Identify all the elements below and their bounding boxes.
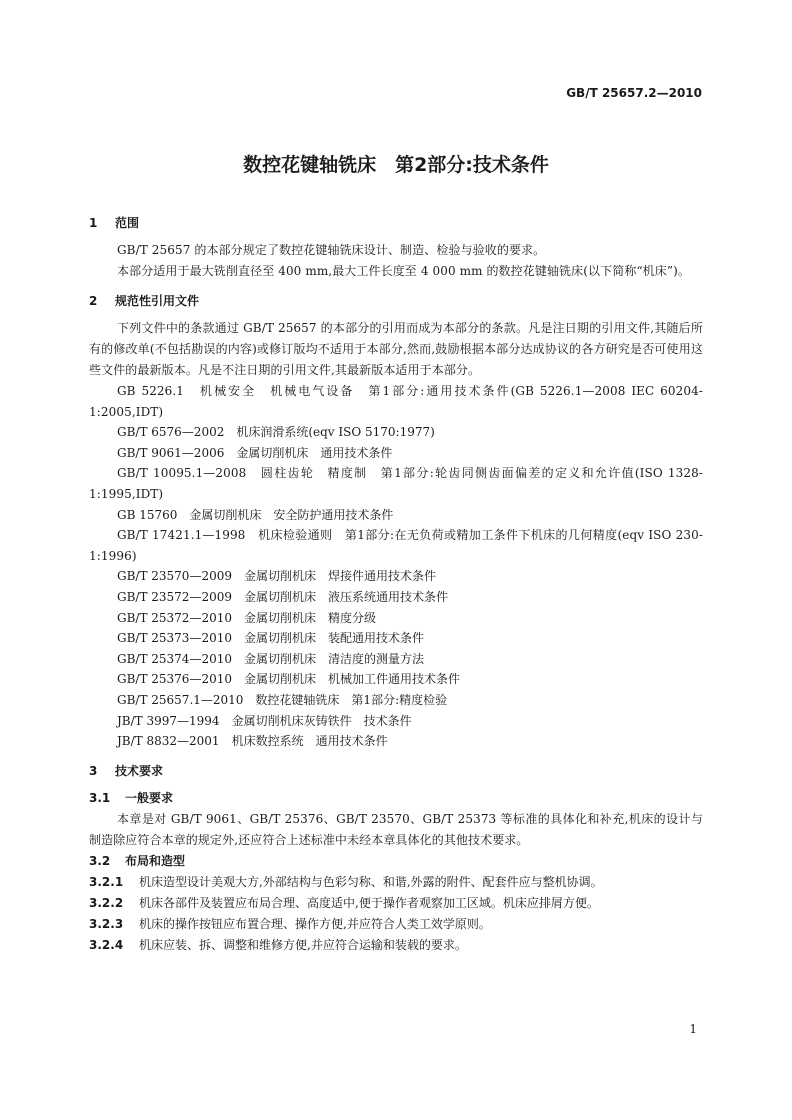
reference-item: GB/T 17421.1—1998 机床检验通则 第1部分:在无负荷或精加工条件下机床的几何精度(eqv ISO 230-1:1996): [89, 528, 703, 563]
clause-item: [89, 935, 703, 956]
document-body: [89, 213, 703, 956]
section-heading-scope: [89, 213, 703, 234]
section-heading-technical-requirements: [89, 761, 703, 782]
clause-number: 3.2.2: [89, 895, 124, 910]
subsection-number: 3.2: [89, 853, 111, 868]
clause-number: 3.2.4: [89, 937, 124, 952]
subsection-title: 一般要求: [125, 790, 174, 805]
document-code: GB/T 25657.2—2010: [566, 86, 702, 100]
reference-item: GB 5226.1 机械安全 机械电气设备 第1部分:通用技术条件(GB 5226.1—2008 IEC 60204-1:2005,IDT): [89, 384, 703, 419]
section-title: 范围: [115, 216, 140, 230]
reference-item: GB/T 9061—2006 金属切削机床 通用技术条件: [117, 445, 393, 460]
paragraph: GB/T 25657 的本部分规定了数控花键轴铣床设计、制造、检验与验收的要求。: [117, 243, 546, 257]
clause-item: [89, 872, 703, 893]
paragraph: 本章是对 GB/T 9061、GB/T 25376、GB/T 23570、GB/T 25373 等标准的具体化和补充,机床的设计与制造除应符合本章的规定外,还应符合上述标准中未经本章具体化的其他技术要求。: [89, 811, 703, 847]
clause-number: 3.2.3: [89, 916, 124, 931]
reference-item: GB/T 25376—2010 金属切削机床 机械加工件通用技术条件: [117, 672, 460, 687]
reference-item: GB/T 6576—2002 机床润滑系统(eqv ISO 5170:1977): [117, 425, 435, 440]
clause-text: 机床的操作按钮应布置合理、操作方便,并应符合人类工效学原则。: [139, 916, 491, 931]
clause-text: 机床应装、拆、调整和维修方便,并应符合运输和装载的要求。: [139, 937, 467, 952]
reference-item: JB/T 3997—1994 金属切削机床灰铸铁件 技术条件: [117, 713, 412, 728]
reference-item: GB/T 25374—2010 金属切削机床 清洁度的测量方法: [117, 651, 424, 666]
section-title: 技术要求: [115, 763, 164, 778]
section-number: 1: [89, 216, 98, 230]
subsection-heading-layout: [89, 851, 703, 872]
reference-item: GB/T 23572—2009 金属切削机床 液压系统通用技术条件: [117, 589, 448, 604]
page-number: 1: [689, 1022, 697, 1036]
reference-item: GB/T 25657.1—2010 数控花键轴铣床 第1部分:精度检验: [117, 692, 448, 707]
clause-item: [89, 914, 703, 935]
reference-item: GB/T 25372—2010 金属切削机床 精度分级: [117, 610, 376, 625]
document-title: 数控花键轴铣床 第2部分:技术条件: [243, 154, 549, 176]
subsection-heading-general: [89, 788, 703, 809]
clause-text: 机床造型设计美观大方,外部结构与色彩匀称、和谐,外露的附件、配套件应与整机协调。: [139, 874, 603, 889]
section-number: 3: [89, 763, 98, 778]
section-heading-normative-references: [89, 291, 703, 312]
clause-number: 3.2.1: [89, 874, 124, 889]
subsection-number: 3.1: [89, 790, 111, 805]
reference-item: GB/T 25373—2010 金属切削机床 装配通用技术条件: [117, 631, 424, 646]
reference-item: GB/T 23570—2009 金属切削机床 焊接件通用技术条件: [117, 569, 436, 584]
reference-item: GB 15760 金属切削机床 安全防护通用技术条件: [117, 507, 394, 522]
section-number: 2: [89, 294, 98, 308]
subsection-title: 布局和造型: [125, 853, 186, 868]
reference-item: GB/T 10095.1—2008 圆柱齿轮 精度制 第1部分:轮齿同侧齿面偏差的定义和允许值(ISO 1328-1:1995,IDT): [89, 466, 703, 501]
paragraph: 下列文件中的条款通过 GB/T 25657 的本部分的引用而成为本部分的条款。凡是注日期的引用文件,其随后所有的修改单(不包括勘误的内容)或修订版均不适用于本部分,然而,鼓励根据本部分达成协议的各方研究是否可使用这些文件的最新版本。凡是不注日期的引用文件,其最新版本适用于本部分。: [89, 321, 703, 377]
reference-item: JB/T 8832—2001 机床数控系统 通用技术条件: [117, 734, 388, 749]
clause-text: 机床各部件及装置应布局合理、高度适中,便于操作者观察加工区域。机床应排屑方便。: [139, 895, 599, 910]
clause-item: [89, 893, 703, 914]
section-title: 规范性引用文件: [115, 294, 200, 308]
paragraph: 本部分适用于最大铣削直径至 400 mm,最大工件长度至 4 000 mm 的数控花键轴铣床(以下简称“机床”)。: [117, 264, 690, 278]
